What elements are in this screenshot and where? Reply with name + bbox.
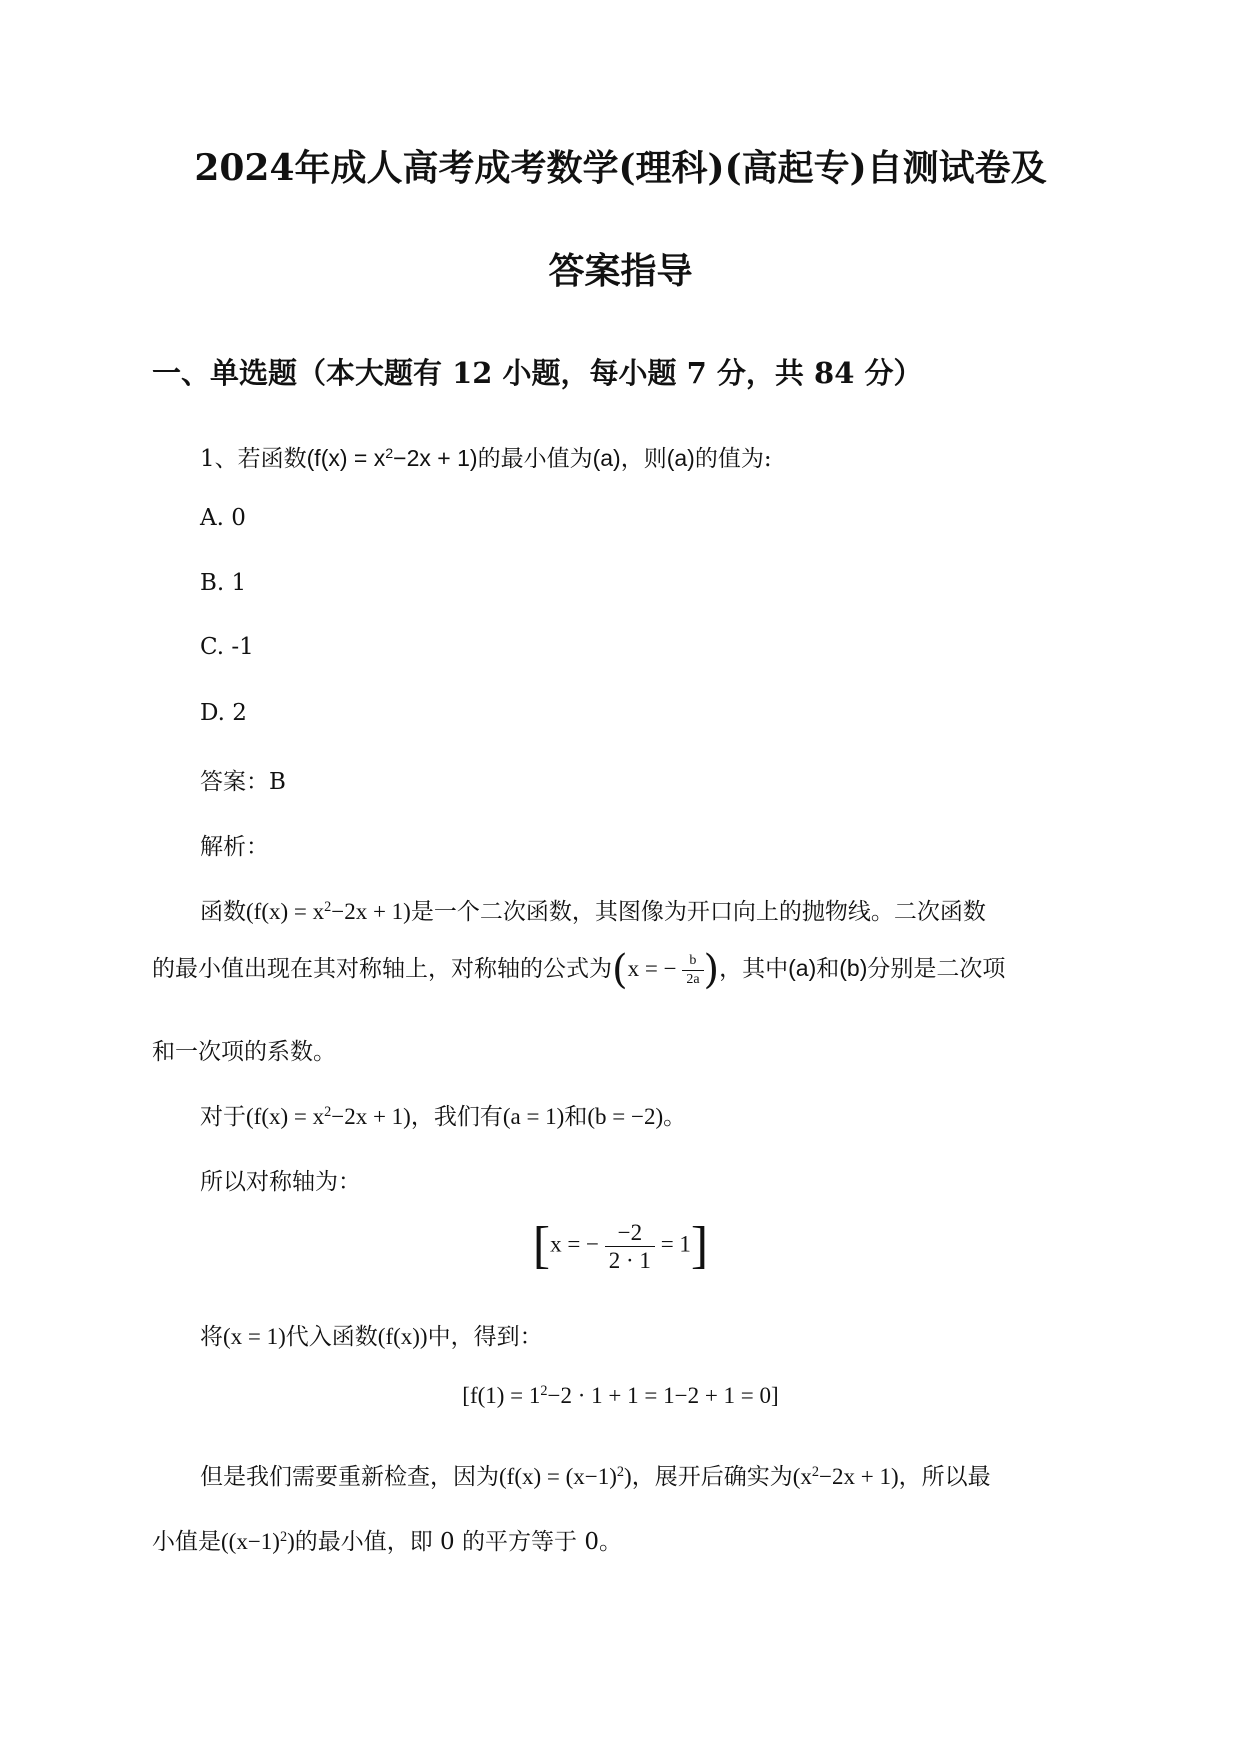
question-var-a-2: (a) [666,445,695,471]
option-d: D. 2 [200,700,247,726]
document-title-line-1: 2024年成人高考成考数学(理科)(高起专)自测试卷及 [194,147,1047,189]
analysis-label: 解析： [200,834,269,860]
equation-f-of-1: $[f(1) = 1^2-2 \cdot 1 + 1 = 1-2 + 1 = 0]$ [462,1383,779,1408]
analysis-substitution: 将(x = 1)代入函数(f(x))中，得到： [200,1324,543,1350]
document-title-line-2: 答案指导 [548,250,693,292]
analysis-para-1-line-1: 函数$(f(x) = x^2-2x + 1)$是一个二次函数，其图像为开口向上的抛物线。二次函数 [200,899,986,925]
option-a: A. 0 [200,505,246,531]
fraction-minus2-over-2x1: $\frac{-2}{2 \cdot 1}$ [605,1221,655,1272]
option-c: C. -1 [200,634,254,660]
analysis-para-1-line-3: 和一次项的系数。 [152,1039,336,1065]
question-1: 1、若函数$(f(x) = x^2-2x + 1)$的最小值为(a)，则(a)的值为: [200,445,772,472]
fraction-b-over-2a: $\frac{b}{2a}$ [682,954,703,987]
function-formula: $(f(x) = x^2-2x + 1)$ [246,899,411,924]
axis-formula: x = − $\frac{b}{2a}$ [628,956,704,981]
analysis-axis-intro: 所以对称轴为： [200,1169,361,1195]
analysis-para-1-line-2: 的最小值出现在其对称轴上，对称轴的公式为(x = − $\frac{b}{2a}$ )，其中(a)和(b)分别是二次项 [152,947,1006,993]
question-end: 的值为: [694,446,772,472]
analysis-coefficients: 对于$(f(x) = x^2-2x + 1)$，我们有(a = 1)和(b = −2)。 [200,1104,687,1130]
answer: 答案：B [200,769,286,795]
option-b: B. 1 [200,570,247,596]
section-heading: 一、单选题（本大题有 12 小题，每小题 7 分，共 84 分） [152,356,923,390]
question-var-a: (a) [592,445,621,471]
question-prefix: 1、若函数 [200,446,307,472]
question-mid: 的最小值为 [477,446,593,472]
question-formula: $(f(x) = x^2-2x + 1)$ [306,445,478,471]
equation-axis: [x = − $\frac{-2}{2 \cdot 1}$ = 1] [532,1217,709,1274]
analysis-recheck-line-2: 小值是$((x-1)^2)$的最小值，即 0 的平方等于 0。 [152,1529,622,1555]
analysis-recheck-line-1: 但是我们需要重新检查，因为$(f(x) = (x-1)^2)$，展开后确实为$(x^2-2x + 1)$，所以最 [200,1464,991,1490]
